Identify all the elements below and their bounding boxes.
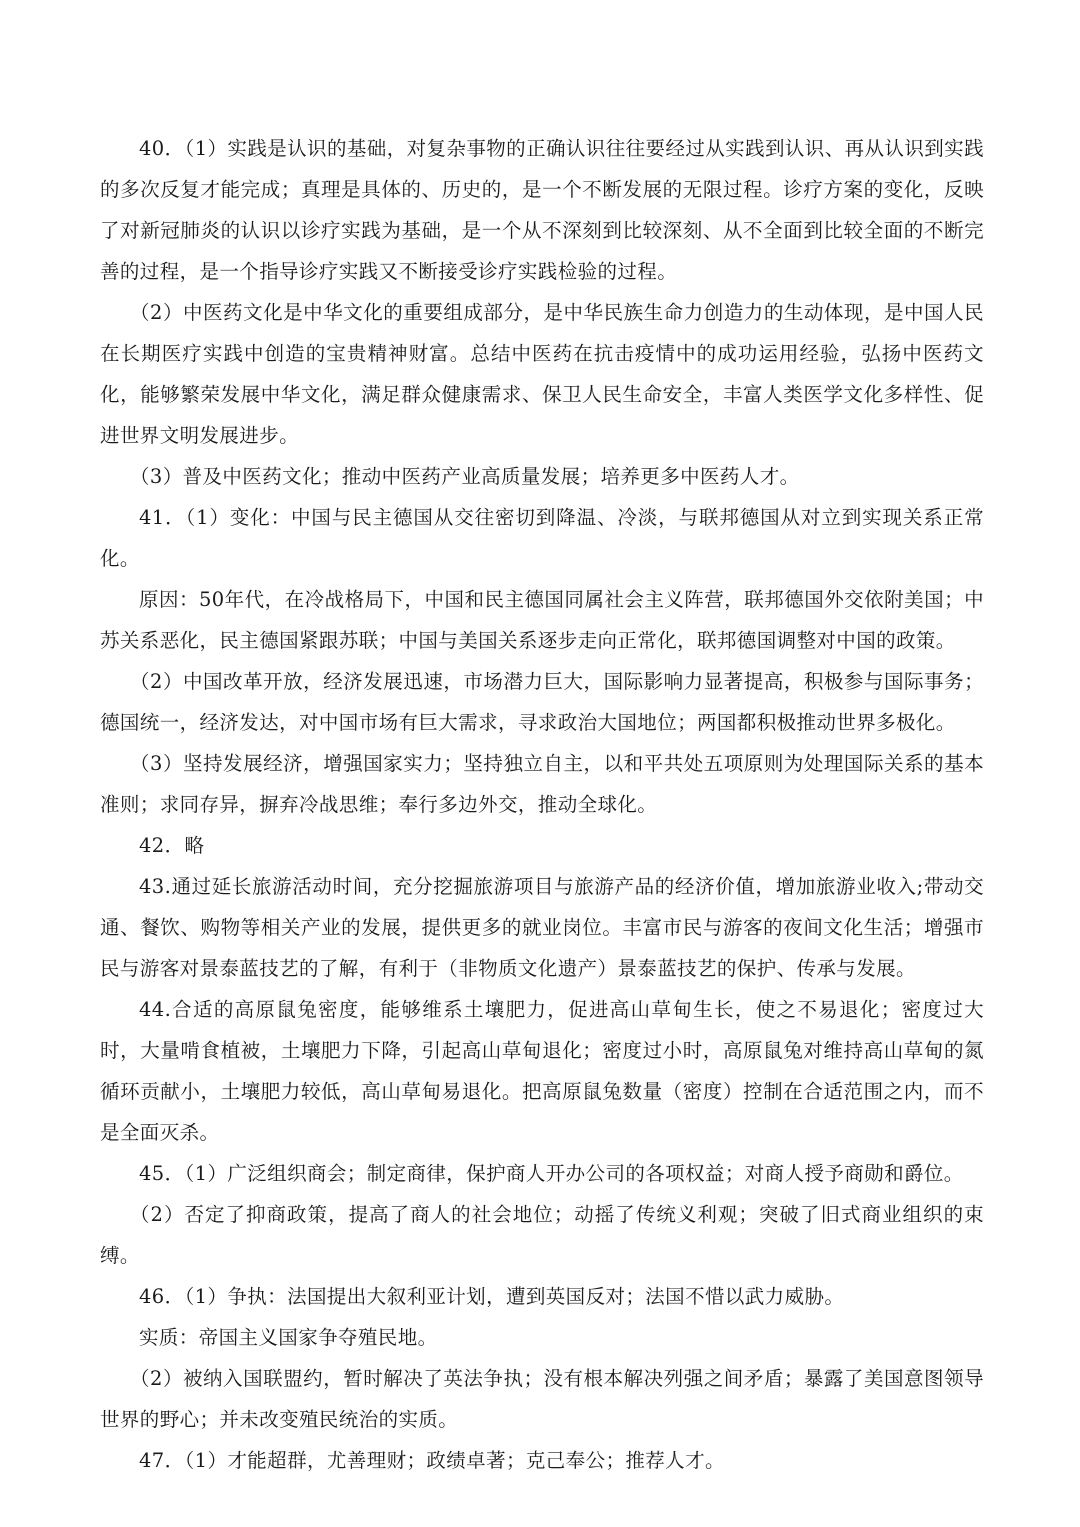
answer-q47-part1: 47．（1）才能超群，尤善理财；政绩卓著；克己奉公；推荐人才。: [139, 1449, 725, 1472]
answer-q45-part2: （2）否定了抑商政策，提高了商人的社会地位；动摇了传统义利观；突破了旧式商业组织的束缚。: [100, 1203, 984, 1267]
answer-q44: 44.合适的高原鼠兔密度，能够维系土壤肥力，促进高山草甸生长，使之不易退化；密度过大时，大量啃食植被，土壤肥力下降，引起高山草甸退化；密度过小时，高原鼠兔对维持高山草甸的氮循环贡献小，土壤肥力较低，高山草甸易退化。把高原鼠兔数量（密度）控制在合适范围之内，而不是全面灭杀。: [100, 998, 984, 1144]
answer-q41-part3: （3）坚持发展经济，增强国家实力；坚持独立自主，以和平共处五项原则为处理国际关系的基本准则；求同存异，摒弃冷战思维；奉行多边外交，推动全球化。: [100, 752, 984, 816]
answer-q40-part3: （3）普及中医药文化；推动中医药产业高质量发展；培养更多中医药人才。: [130, 465, 800, 488]
answer-q41-part2: （2）中国改革开放，经济发展迅速，市场潜力巨大，国际影响力显著提高，积极参与国际事务；德国统一，经济发达，对中国市场有巨大需求，寻求政治大国地位；两国都积极推动世界多极化。: [100, 670, 984, 734]
answer-q42: 42．略: [139, 834, 205, 857]
answer-q45-part1: 45．（1）广泛组织商会；制定商律，保护商人开办公司的各项权益；对商人授予商勋和爵位。: [139, 1162, 964, 1185]
answer-q41-reason: 原因：50年代，在冷战格局下，中国和民主德国同属社会主义阵营，联邦德国外交依附美国；中苏关系恶化，民主德国紧跟苏联；中国与美国关系逐步走向正常化，联邦德国调整对中国的政策。: [100, 588, 984, 652]
answer-q46-essence: 实质：帝国主义国家争夺殖民地。: [139, 1326, 438, 1349]
answer-document: [100, 128, 984, 1481]
answer-q46-part2: （2）被纳入国联盟约，暂时解决了英法争执；没有根本解决列强之间矛盾；暴露了美国意图领导世界的野心；并未改变殖民统治的实质。: [100, 1367, 984, 1431]
answer-q40-part1: 40．（1）实践是认识的基础，对复杂事物的正确认识往往要经过从实践到认识、再从认识到实践的多次反复才能完成；真理是具体的、历史的，是一个不断发展的无限过程。诊疗方案的变化，反映了对新冠肺炎的认识以诊疗实践为基础，是一个从不深刻到比较深刻、从不全面到比较全面的不断完善的过程，是一个指导诊疗实践又不断接受诊疗实践检验的过程。: [100, 137, 984, 283]
answer-q41-part1: 41．（1）变化：中国与民主德国从交往密切到降温、冷淡，与联邦德国从对立到实现关系正常化。: [100, 506, 984, 570]
answer-q43: 43.通过延长旅游活动时间，充分挖掘旅游项目与旅游产品的经济价值，增加旅游业收入;带动交通、餐饮、购物等相关产业的发展，提供更多的就业岗位。丰富市民与游客的夜间文化生活；增强市民与游客对景泰蓝技艺的了解，有利于（非物质文化遗产）景泰蓝技艺的保护、传承与发展。: [100, 875, 984, 980]
answer-q40-part2: （2）中医药文化是中华文化的重要组成部分，是中华民族生命力创造力的生动体现，是中国人民在长期医疗实践中创造的宝贵精神财富。总结中医药在抗击疫情中的成功运用经验，弘扬中医药文化，能够繁荣发展中华文化，满足群众健康需求、保卫人民生命安全，丰富人类医学文化多样性、促进世界文明发展进步。: [100, 301, 984, 447]
answer-q46-part1: 46．（1）争执：法国提出大叙利亚计划，遭到英国反对；法国不惜以武力威胁。: [139, 1285, 845, 1308]
